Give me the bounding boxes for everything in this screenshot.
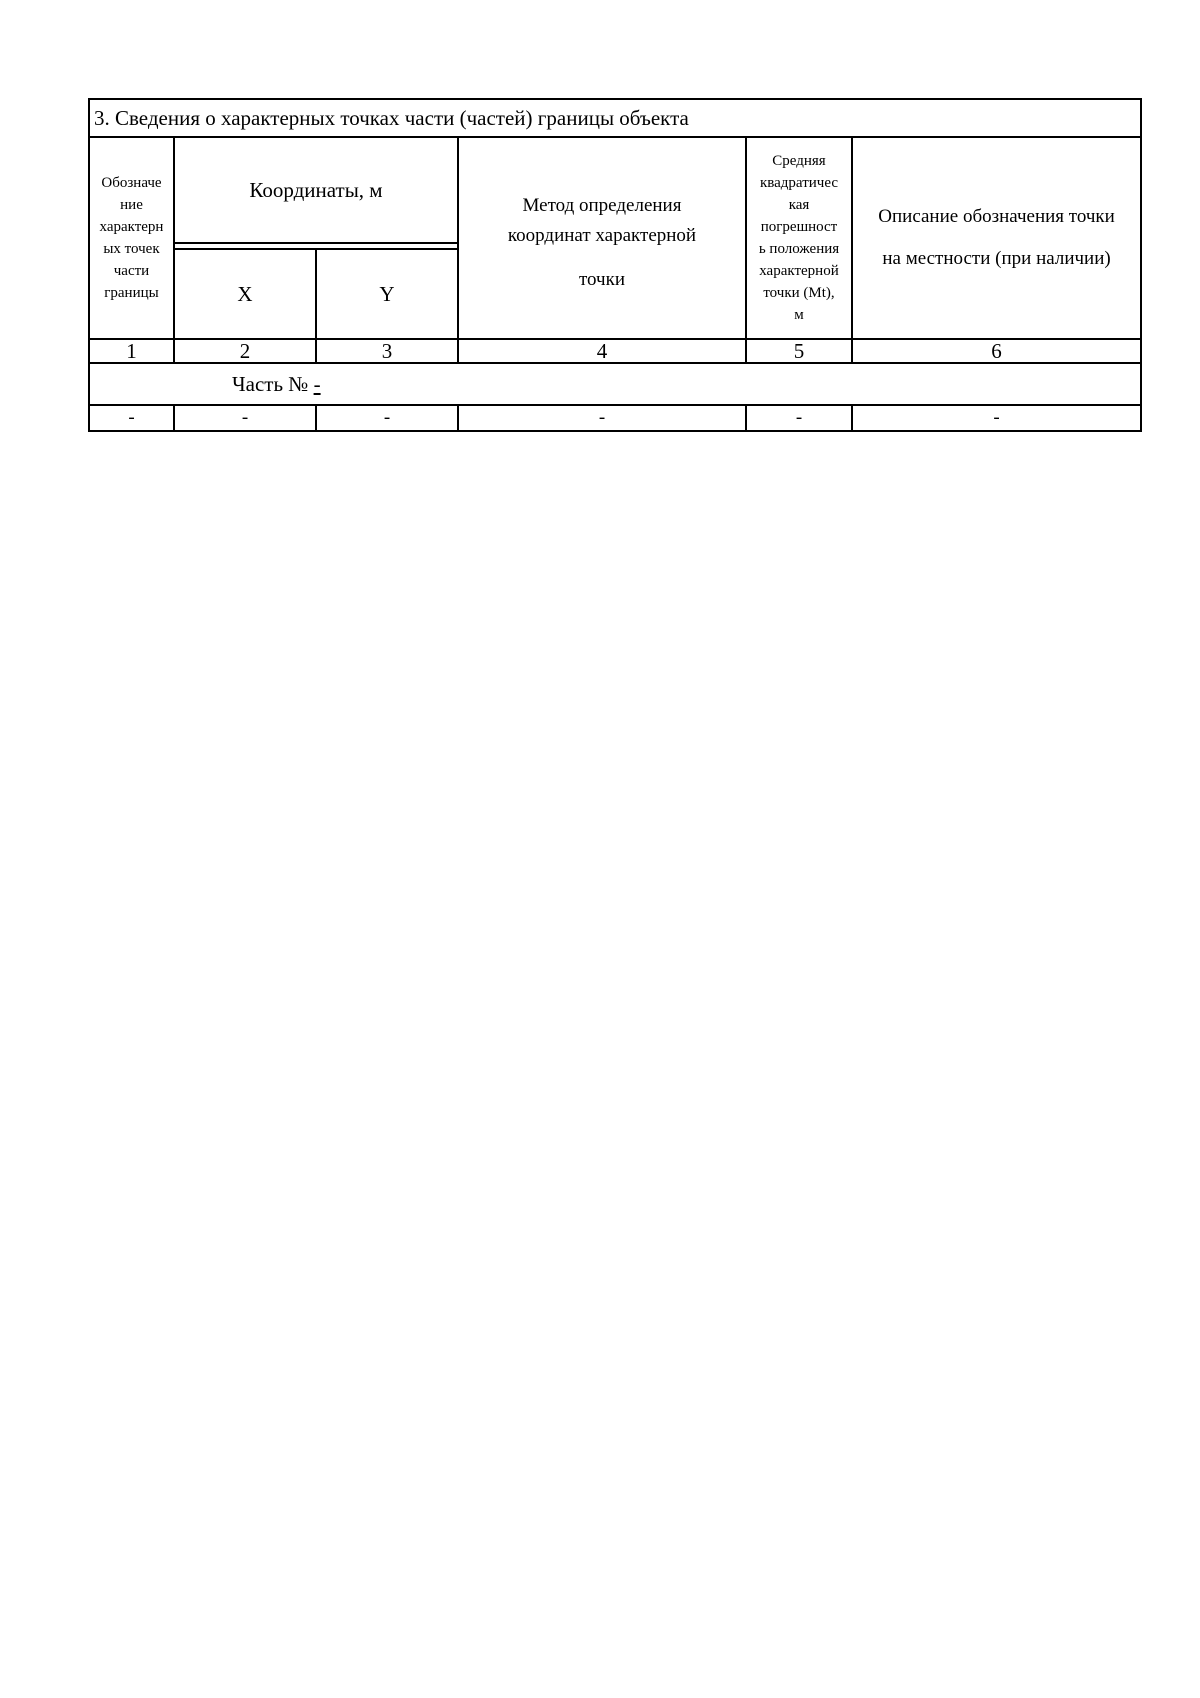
- header-coordinates-title: Координаты, м: [175, 138, 457, 244]
- column-number-2: 2: [174, 339, 316, 363]
- column-numbers-row: [89, 339, 1141, 363]
- header-mean-error: [746, 137, 852, 339]
- column-number-3: 3: [316, 339, 458, 363]
- header-error-line4: погрешност: [760, 219, 838, 235]
- header-method: [458, 137, 746, 339]
- header-error-line6: характерной: [759, 263, 839, 279]
- header-coordinates: [174, 137, 458, 339]
- boundary-points-table: [88, 98, 1142, 432]
- table-row: [89, 405, 1141, 431]
- header-col1-line6: границы: [104, 285, 159, 301]
- column-number-5: 5: [746, 339, 852, 363]
- header-col1-line1: Обозначе: [101, 175, 162, 191]
- header-point-designation: [89, 137, 174, 339]
- cell-point: -: [89, 405, 174, 431]
- section-title: 3. Сведения о характерных точках части (частей) границы объекта: [89, 99, 1141, 137]
- cell-method: -: [458, 405, 746, 431]
- part-number: -: [313, 371, 321, 396]
- header-error-line2: квадратичес: [759, 175, 839, 191]
- header-error-line1: Средняя: [772, 153, 826, 169]
- cell-description: -: [852, 405, 1141, 431]
- header-col1-line5: части: [113, 263, 150, 279]
- boundary-points-sheet: [88, 98, 1140, 432]
- header-method-line3: точки: [578, 269, 625, 290]
- column-number-4: 4: [458, 339, 746, 363]
- header-col1-line3: характерн: [99, 219, 164, 235]
- header-description: [852, 137, 1141, 339]
- header-x: X: [237, 281, 253, 306]
- header-method-line1: Метод определения: [522, 195, 682, 216]
- part-row: [89, 363, 1141, 405]
- header-error-line7: точки (Mt),: [763, 285, 835, 301]
- cell-error: -: [746, 405, 852, 431]
- header-method-line2: координат характерной: [507, 225, 697, 246]
- header-desc-line1: Описание обозначения точки: [878, 206, 1115, 227]
- column-number-1: 1: [89, 339, 174, 363]
- header-y: Y: [315, 250, 457, 338]
- column-number-6: 6: [852, 339, 1141, 363]
- header-error-line3: кая: [788, 197, 810, 213]
- cell-x: -: [174, 405, 316, 431]
- cell-y: -: [316, 405, 458, 431]
- part-label: Часть №: [232, 371, 309, 396]
- header-col1-line2: ние: [120, 197, 143, 213]
- header-desc-line2: на местности (при наличии): [882, 248, 1111, 269]
- header-col1-line4: ых точек: [103, 241, 160, 257]
- header-error-line5: ь положения: [758, 241, 840, 257]
- header-error-line8: м: [794, 307, 804, 323]
